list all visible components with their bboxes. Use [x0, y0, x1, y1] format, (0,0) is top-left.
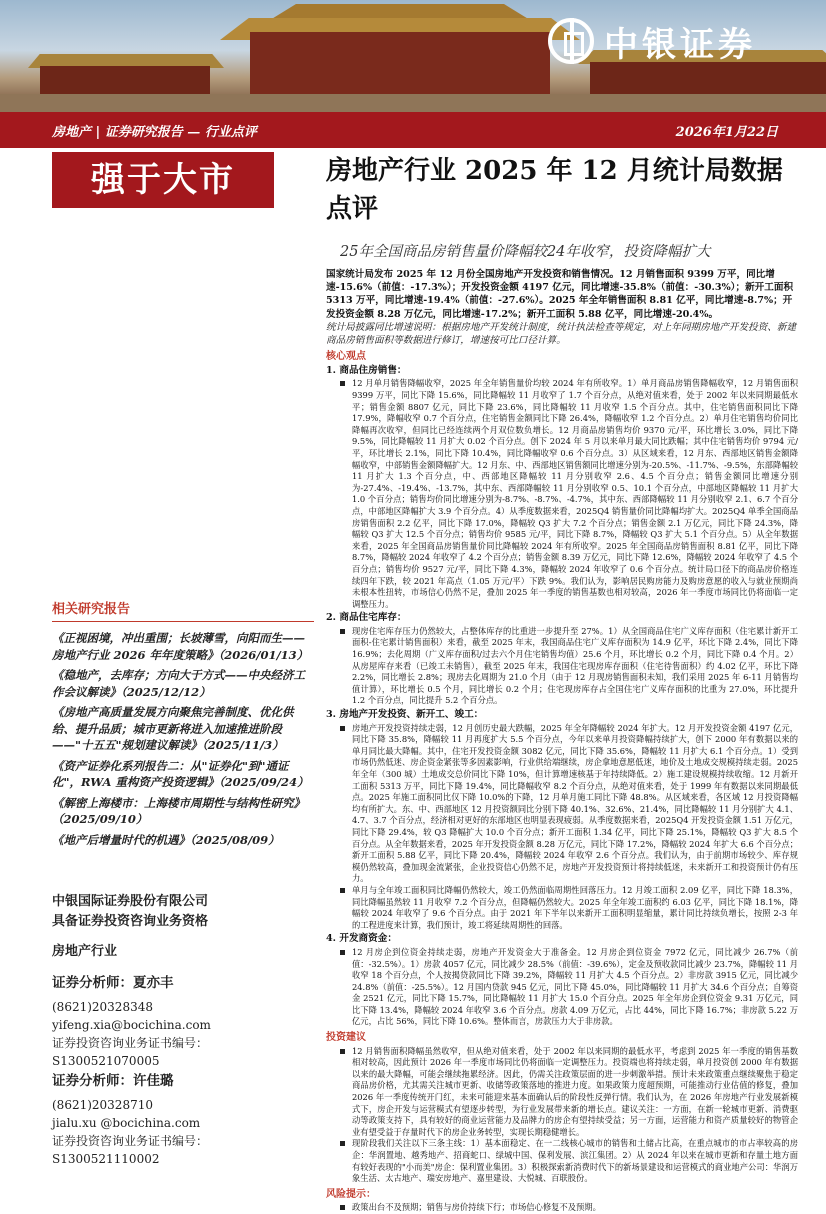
palace-hall [250, 32, 550, 94]
analyst-name: 证券分析师：许佳璐 [52, 1073, 174, 1089]
lead-note: 统计局披露同比增速说明：根据房地产开发统计制度，统计执法检查等规定，对上年同期房地产开发投资、新建商品房销售面积等数据进行修订，增速按可比口径计算。 [326, 321, 797, 347]
side-building-left [40, 66, 210, 96]
analyst-email[interactable]: jialu.xu @bocichina.com [52, 1116, 201, 1130]
bullet-paragraph: 12 月单月销售降幅收窄，2025 年全年销售量价均较 2024 年有所收窄。1）单月商品房销售降幅收窄，12 月销售面积 9399 万平，同比下降 15.6%，同比降幅较 11 月收窄了 1.7 个百分点，从绝对值来看，处于 2002 年以来同期最低水平；销售金额 8807 亿元，同比下降 23.6%，同比降幅较 11 月收窄 1.5 个百分点。其中，住宅销售面积同比下降 17.9%，降幅收窄 0.7 个百分点，住宅销售金额同比下降 26.4%，降幅收窄 1.2 个百分点。2）单月住宅销售均价同比降幅再次收窄，但同比已经连续两个月双位数负增长。12 月商品房销售均价 9370 元/平，环比增长 3.0%，同比下降 9.5%，同比降幅较 11 月扩大 0.02 个百分点。创下 2024 年 5 月以来单月最大同比跌幅；其中住宅销售均价 9794 元/平，环比增长 2.1%，同比下降 10.4%，同比降幅收窄 0.6 个百分点。3）从区域来看，12 月东、西部地区销售金额降幅收窄，中部销售金额降幅扩大。12 月东、中、西部地区销售额同比增速分别为-20.5%、-11.7%、-9.5%，东部降幅较 11 月扩大 1.3 个百分点，中、西部地区降幅较 11 月分别收窄 2.6、4.5 个百分点；销售金额同比增速分别为-27.4%、-19.4%、-13.7%，其中东、西部降幅较 11 月分别收窄 0.5、10.1 个百分点，中部地区降幅较 11 月扩大 1.0 个百分点；销售均价同比增速分别为-8.7%、-8.7%、-4.7%，其中东、西部降幅较 11 月分别收窄 2.1、6.7 个百分点，中部地区降幅扩大 3.9 个百分点。4）从季度数据来看，2025Q4 销售量价同比降幅均扩大。2025Q4 单季全国商品房销售面积 2.2 亿平，同比下降 17.0%，降幅较 Q3 扩大 7.2 个百分点；销售金额 2.1 万亿元，同比下降 24.3%，降幅较 Q3 扩大 12.5 个百分点；销售均价 9585 元/平，同比下降 8.7%，降幅较 Q3 扩大 5.1 个百分点。5）从全年数据来看，2025 年全国商品房销售量价同比降幅较 2024 年有所收窄。2025 年全国商品房销售面积 8.81 亿平，同比下降 8.7%，降幅较 2024 年收窄了 4.2 个百分点；销售金额 8.39 万亿元，同比下降 12.6%，降幅较 2024 年收窄了 4.5 个百分点；销售均价 9527 元/平，同比下降 4.3%，降幅较 2024 年收窄了 0.6 个百分点。统计局口径下的商品房价格连续四年下跌，较 2021 年高点（1.05 万元/平）下跌 9%。我们认为，影响居民购房能力及购房意愿的收入与就业预期尚未根本性扭转，市场信心仍然不足，叠加 2025 年一季度的销售基数也相对较高，2026 年一季度市场同比仍将面临一定调整压力。 [326, 378, 798, 610]
core-views-title: 核心观点 [326, 351, 366, 363]
analyst-card [52, 974, 314, 1070]
category-bar [0, 112, 826, 148]
analyst-phone: (8621)20328710 [52, 1098, 153, 1112]
palace-roof-top [270, 4, 530, 20]
analyst-phone: (8621)20328348 [52, 1000, 153, 1014]
bullet-paragraph: 单月与全年竣工面积同比降幅仍然较大，竣工仍然面临周期性回落压力。12 月竣工面积 2.09 亿平，同比下降 18.3%，同比降幅虽然较 11 月收窄 7.2 个百分点，但降幅仍然较大。2025 年全年竣工面积约 6.03 亿平，同比下降 18.1%，降幅较 2024 年收窄了 9.6 个百分点。由于 2021 年下半年以来新开工面积明显缩量，累计同比持续负增长，按照 2-3 年的工程进度来计算，我们预计，竣工将延续周期性的回落。 [326, 885, 798, 931]
analyst-license: 证券投资咨询业务证书编号：S1300521110002 [52, 1134, 209, 1166]
related-reports [52, 598, 314, 852]
related-report-item: 《资产证券化系列报告二：从"证券化"到"通证化"，RWA 重构资产投资逻辑》（2025/09/24） [52, 758, 309, 789]
report-date: 2026年1月22日 [675, 125, 778, 140]
industry-label: 房地产行业 [52, 944, 118, 959]
brand-logo-text: 中银证券 [604, 24, 756, 65]
section-heading: 2. 商品住宅库存： [326, 612, 407, 624]
brand-logo [548, 14, 756, 68]
boc-logo-icon [548, 18, 594, 64]
analyst-email[interactable]: yifeng.xia@bocichina.com [52, 1018, 211, 1032]
company-name: 中银国际证券股份有限公司 [52, 894, 209, 909]
courtyard-ground [0, 94, 826, 112]
company-info [52, 892, 314, 932]
related-reports-title: 相关研究报告 [52, 598, 314, 622]
related-report-item: 《解密上海楼市：上海楼市周期性与结构性研究》（2025/09/10） [52, 795, 305, 826]
related-report-item: 《正视困境，冲出重围；长坡薄雪，向阳而生——房地产行业 2026 年年度策略》（2026/01/13） [52, 631, 309, 662]
related-report-item: 《稳地产，去库存；方向大于方式——中央经济工作会议解读》（2025/12/12） [52, 668, 305, 699]
main-content [326, 268, 798, 1214]
section-heading: 4. 开发商资金： [326, 933, 397, 945]
report-title: 房地产行业 2025 年 12 月统计局数据点评 [326, 156, 783, 224]
bullet-paragraph: 现房住宅库存压力仍然较大，占整体库存的比重进一步提升至 27%。1）从全国商品住宅广义库存面积（住宅累计新开工面积-住宅累计销售面积）来看，截至 2025 年末，我国商品住宅广义库存面积为 14.9 亿平，环比下降 2.4%，同比下降 16.9%；去化周期（广义库存面积/过去六个月住宅销售均值）25.6 个月，环比增长 0.2 个月，同比下降 0.4 个月。2）从房屋库存来看（已竣工未销售），截至 2025 年末，我国住宅现房库存面积（住宅待售面积）约 4.02 亿平，环比下降 2.2%，同比增长 2.8%；现房去化周期为 21.0 个月（由于 12 月现房销售面积未知，我们采用 2025 年 6-11 月销售均值计算），环比增长 0.5 个月，同比增长 0.2 个月；住宅现房库存占全国住宅广义库存面积的比重为 27.0%，环比提升 1.2 个百分点，同比提升 5.2 个百分点。 [326, 626, 798, 707]
section-heading: 1. 商品住房销售： [326, 364, 407, 376]
analyst-card [52, 1072, 314, 1168]
report-subtitle: 25年全国商品房销售量价降幅较24年收窄，投资降幅扩大 [340, 244, 711, 260]
bullet-paragraph: 房地产开发投资持续走弱，12 月创历史最大跌幅，2025 年全年降幅较 2024 年扩大。12 月开发投资金额 4197 亿元，同比下降 35.8%，降幅较 11 月再度扩大 5.5 个百分点，今年以来单月投资降幅持续扩大，创下 2000 年有数据以来的单月同比最大降幅。其中，住宅开发投资金额 3082 亿元，同比下降 35.6%，降幅较 11 月扩大 6.1 个百分点。1）受到市场仍然低迷、房企资金紧张等多因素影响，行业供给端继续，房企拿地意愿低迷，地价及土地成交规模持续走弱。2025 年全年（300 城）土地成交总价同比下降 10%，但计算增速核基于年持续降低。2）施工建设规模持续收缩。12 月新开工面积 5313 万平，同比下降 19.4%，同比降幅收窄 8.2 个百分点，从绝对值来看，处于 1999 年有数据以来同期最低点。2025 年施工面积同比仅下降 10.0%的下降，12 月单月施工同比下降 48.8%。从区域来看，各区域 12 月投资降幅均有所扩大。东、中、西部地区 12 月投资额同比分别下降 40.1%、32.6%、21.4%，同比降幅较 11 月分别扩大 4.1、4.7、3.7 个百分点，经济相对更好的东部地区也明显表现疲弱。从季度数据来看，2025Q4 开发投资金额 1.51 万亿元，同比下降 29.4%，较 Q3 降幅扩大 10.0 个百分点；新开工面积 1.34 亿平，同比下降 25.1%，降幅较 Q3 扩大 8.5 个百分点。从全年数据来看，2025 年开发投资金额 8.28 万亿元，同比下降 17.2%，降幅较 2024 年扩大 6.6 个百分点；新开工面积 5.88 亿平，同比下降 20.4%，降幅较 2024 年收窄 2.6 个百分点。我们认为，由于前期市场较少、库存规模仍然较高，叠加现金流紧张，企业投资信心仍然不足，房地产开发投资预计将持续低迷，未来新开工和投资预计仍有压力。 [326, 723, 798, 885]
company-qualification: 具备证券投资咨询业务资格 [52, 914, 209, 929]
bullet-paragraph: 现阶段我们关注以下三条主线：1）基本面稳定、在一二线核心城市的销售和土储占比高，在重点城市的市占率较高的房企：华润置地、越秀地产、招商蛇口、绿城中国、保利发展、滨江集团。2）从 2024 年以来在城市更新和存量土地方面有较好表现的"小而美"房企：保利置业集团。3）积极探索新消费时代下的新场景建设和运营模式的商业地产公司：华润万象生活、太古地产、瑞安房地产、嘉里建设、大悦城、百联股份。 [326, 1138, 798, 1184]
related-report-item: 《房地产高质量发展方向聚焦完善制度、优化供给、提升品质；城市更新将进入加速推进阶段——"十五五"规划建议解读》（2025/11/3） [52, 705, 294, 752]
analyst-name: 证券分析师：夏亦丰 [52, 975, 174, 991]
header-banner [0, 0, 826, 112]
bullet-paragraph: 政策出台不及预期；销售与房价持续下行；市场信心修复不及预期。 [326, 1202, 798, 1214]
rating-badge: 强于大市 [52, 152, 274, 208]
section-heading: 3. 房地产开发投资、新开工、竣工： [326, 709, 484, 721]
investment-advice-title: 投资建议 [326, 1032, 366, 1044]
bullet-paragraph: 12 月销售面积降幅虽然收窄，但从绝对值来看，处于 2002 年以来同期的最低水平，考虑到 2025 年一季度的销售基数相对较高，因此预计 2026 年一季度市场同比仍将面临一定调整压力。投资端也将持续走弱，单月投资创 2000 年有数据以来的最大降幅，可能会继续拖累经济。因此，仍需关注政策层面的进一步刺激举措。预计未来政策重点继续聚焦于稳定商品房价格，尤其需关注城市更新、收储等政策落地的推进力度。如果政策力度超预期，可能推动行业估值的修复，叠加 2026 年一季度传统开门红，未来可能迎来基本面确认后的阶段性反弹行情。我们认为，在 2026 年房地产行业发展新模式下，房企开发与运营模式有望逐步转型，为行业发展带来新的增长点。建议关注：一方面，在新一轮城市更新、消费驱动等政策支持下，具有较好的商业运营能力及品牌力的房企有望持续受益；另一方面，运营能力和资产质量较好的物管企业有望受益于存量时代下的房企业务转型，实现长期稳健增长。 [326, 1046, 798, 1139]
analyst-license: 证券投资咨询业务证书编号：S1300521070005 [52, 1036, 209, 1068]
risk-warning-title: 风险提示： [326, 1188, 376, 1200]
report-category: 房地产 | 证券研究报告 — 行业点评 [52, 125, 257, 140]
lead-paragraph: 国家统计局发布 2025 年 12 月份全国房地产开发投资和销售情况。12 月销售面积 9399 万平，同比增速-15.6%（前值：-17.3%）；开发投资金额 4197 亿元，同比增速-35.8%（前值：-30.3%）；新开工面积 5313 万平，同比增速-19.4%（前值：-27.6%）。2025 年全年销售面积 8.81 亿平，同比增速-8.7%；开发投资金额 8.28 万亿元，同比增速-17.2%；新开工面积 5.88 亿平，同比增速-20.4%。 [326, 269, 794, 320]
bullet-paragraph: 12 月房企到位资金持续走弱，房地产开发资金大于准备金。12 月房企到位资金 7972 亿元，同比减少 26.7%（前值：-32.5%）。1）房款 4057 亿元，同比减少 28.5%（前值：-39.6%），定金及预收款同比减少 23.7%，降幅较 11 月收窄 18 个百分点，个人按揭贷款同比下降 39.2%，降幅较 11 月扩大 4.5 个百分点。2）非房款 3915 亿元，同比减少 24.8%（前值：-25.5%）。12 月国内贷款 945 亿元，同比下降 45.0%，同比降幅较 11 月扩大 34.6 个百分点；自筹资金 2521 亿元，同比下降 15.7%，同比降幅较 11 月扩大 15.0 个百分点。2025 年全年房企到位资金 9.31 万亿元，同比下降 13.4%，降幅较 2024 年收窄 3.6 个百分点。房款 4.09 万亿元，占比 44%，同比下降 16.7%；非房款 5.22 万亿元，占比 56%，同比下降 10.6%。整体而言，房款压力大于非房款。 [326, 947, 798, 1028]
related-report-item: 《地产后增量时代的机遇》（2025/08/09） [52, 832, 280, 847]
